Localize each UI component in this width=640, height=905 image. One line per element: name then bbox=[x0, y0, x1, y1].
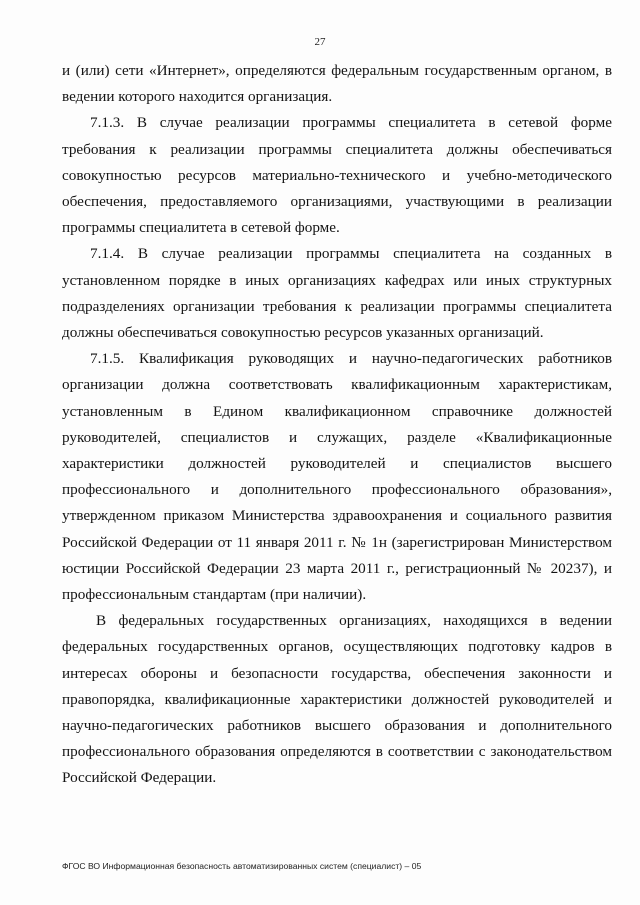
paragraph-7-1-3: 7.1.3. В случае реализации программы специалитета в сетевой форме требования к реализации программы специалитета должны обеспечиваться совокупностью ресурсов материально-технического и учебно-методического обеспечения, предоставляемого организациями, участвующими в реализации программы специалитета в сетевой форме. bbox=[62, 114, 612, 237]
document-body bbox=[62, 58, 612, 792]
paragraph-continuation: и (или) сети «Интернет», определяются федеральным государственным органом, в ведении которого находится организация. bbox=[62, 62, 612, 106]
paragraph-7-1-5: 7.1.5. Квалификация руководящих и научно-педагогических работников организации должна соответствовать квалификационным характеристикам, установленным в Едином квалификационном справочнике должностей руководителей, специалистов и служащих, разделе «Квалификационные характеристики должностей руководителей и специалистов высшего профессионального и дополнительного профессионального образования», утвержденном приказом Министерства здравоохранения и социального развития Российской Федерации от 11 января 2011 г. № 1н (зарегистрирован Министерством юстиции Российской Федерации 23 марта 2011 г., регистрационный № 20237), и профессиональным стандартам (при наличии). bbox=[62, 350, 612, 604]
paragraph-federal-organizations: В федеральных государственных организациях, находящихся в ведении федеральных государственных органов, осуществляющих подготовку кадров в интересах обороны и безопасности государства, обеспечения законности и правопорядка, квалификационные характеристики должностей руководителей и научно-педагогических работников высшего образования и дополнительного профессионального образования определяются в соответствии с законодательством Российской Федерации. bbox=[62, 612, 612, 787]
page-footer: ФГОС ВО Информационная безопасность автоматизированных систем (специалист) – 05 bbox=[62, 861, 422, 871]
paragraph-7-1-4: 7.1.4. В случае реализации программы специалитета на созданных в установленном порядке в иных организациях кафедрах или иных структурных подразделениях организации требования к реализации программы специалитета должны обеспечиваться совокупностью ресурсов указанных организаций. bbox=[62, 245, 612, 342]
page-number: 27 bbox=[314, 36, 326, 48]
